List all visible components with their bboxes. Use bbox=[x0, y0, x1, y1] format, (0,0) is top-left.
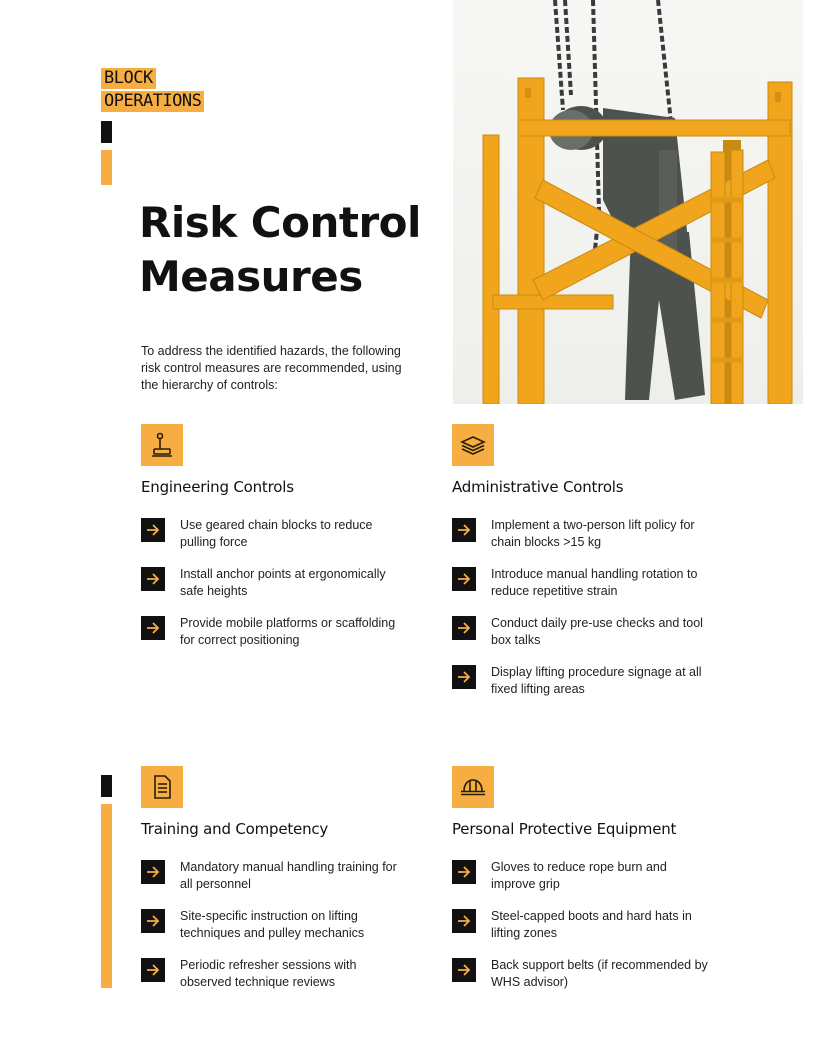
accent-bar-orange-top bbox=[101, 150, 112, 185]
hard-hat-icon bbox=[452, 766, 494, 808]
list-item bbox=[452, 664, 752, 697]
title-line-2: Measures bbox=[139, 252, 363, 301]
control-list bbox=[141, 517, 441, 648]
section-title: Engineering Controls bbox=[141, 478, 294, 496]
list-item bbox=[452, 957, 752, 990]
list-item bbox=[452, 566, 752, 599]
section-training-competency bbox=[141, 766, 441, 1006]
arrow-right-icon bbox=[141, 860, 165, 884]
accent-bar-black-top bbox=[101, 121, 112, 143]
brand-line-2: OPERATIONS bbox=[101, 91, 204, 112]
list-item bbox=[452, 859, 752, 892]
list-item bbox=[141, 859, 441, 892]
arrow-right-icon bbox=[452, 958, 476, 982]
accent-bar-black-bottom bbox=[101, 775, 112, 797]
control-list bbox=[452, 517, 752, 697]
arrow-right-icon bbox=[452, 616, 476, 640]
arrow-right-icon bbox=[141, 616, 165, 640]
arrow-right-icon bbox=[452, 665, 476, 689]
list-item-text: Mandatory manual handling training for all personnel bbox=[180, 860, 397, 891]
arrow-right-icon bbox=[141, 909, 165, 933]
list-item bbox=[141, 957, 441, 990]
arrow-right-icon bbox=[452, 518, 476, 542]
section-administrative-controls bbox=[452, 424, 752, 713]
crane-worker-photo bbox=[453, 0, 803, 404]
lever-icon bbox=[141, 424, 183, 466]
section-title: Administrative Controls bbox=[452, 478, 624, 496]
list-item-text: Back support belts (if recommended by WHS advisor) bbox=[491, 958, 708, 989]
intro-paragraph: To address the identified hazards, the following risk control measures are recommended, using the hierarchy of controls: bbox=[141, 343, 402, 392]
title-line-1: Risk Control bbox=[139, 198, 421, 247]
section-title: Personal Protective Equipment bbox=[452, 820, 677, 838]
list-item-text: Install anchor points at ergonomically safe heights bbox=[180, 567, 386, 598]
list-item-text: Provide mobile platforms or scaffolding for correct positioning bbox=[180, 616, 396, 647]
arrow-right-icon bbox=[141, 567, 165, 591]
section-title: Training and Competency bbox=[141, 820, 329, 838]
list-item-text: Site-specific instruction on lifting techniques and pulley mechanics bbox=[180, 909, 365, 940]
arrow-right-icon bbox=[452, 909, 476, 933]
page-title bbox=[139, 196, 439, 304]
list-item-text: Gloves to reduce rope burn and improve grip bbox=[491, 860, 667, 891]
arrow-right-icon bbox=[141, 958, 165, 982]
list-item bbox=[141, 566, 441, 599]
section-engineering-controls bbox=[141, 424, 441, 664]
arrow-right-icon bbox=[141, 518, 165, 542]
list-item-text: Use geared chain blocks to reduce pulling force bbox=[180, 518, 373, 549]
list-item bbox=[141, 517, 441, 550]
section-ppe bbox=[452, 766, 752, 1006]
brand-line-1: BLOCK bbox=[101, 68, 156, 89]
list-item bbox=[452, 615, 752, 648]
stack-icon bbox=[452, 424, 494, 466]
list-item-text: Steel-capped boots and hard hats in lifting zones bbox=[491, 909, 692, 940]
list-item bbox=[452, 517, 752, 550]
arrow-right-icon bbox=[452, 860, 476, 884]
arrow-right-icon bbox=[452, 567, 476, 591]
control-list bbox=[141, 859, 441, 990]
accent-bar-orange-bottom bbox=[101, 804, 112, 988]
list-item bbox=[141, 908, 441, 941]
list-item-text: Implement a two-person lift policy for chain blocks >15 kg bbox=[491, 518, 695, 549]
brand-label bbox=[101, 68, 204, 114]
list-item-text: Periodic refresher sessions with observed technique reviews bbox=[180, 958, 357, 989]
list-item-text: Display lifting procedure signage at all fixed lifting areas bbox=[491, 665, 702, 696]
list-item-text: Conduct daily pre-use checks and tool box talks bbox=[491, 616, 703, 647]
list-item bbox=[141, 615, 441, 648]
list-item bbox=[452, 908, 752, 941]
control-list bbox=[452, 859, 752, 990]
document-icon bbox=[141, 766, 183, 808]
list-item-text: Introduce manual handling rotation to reduce repetitive strain bbox=[491, 567, 698, 598]
